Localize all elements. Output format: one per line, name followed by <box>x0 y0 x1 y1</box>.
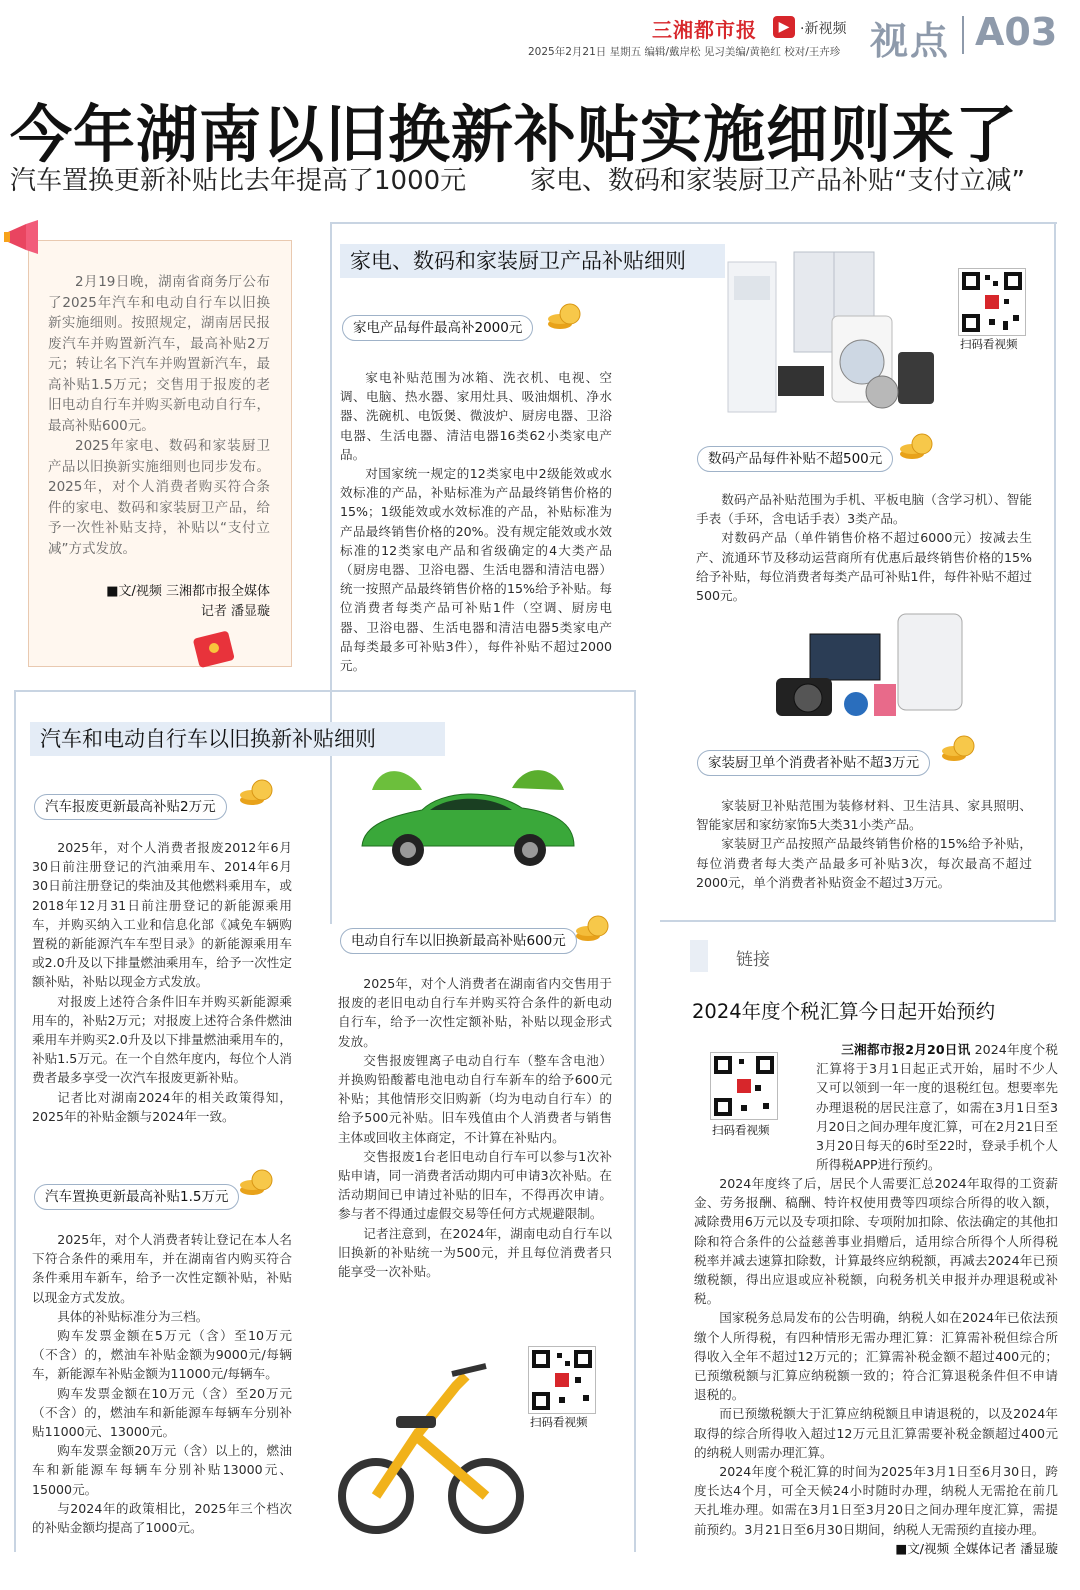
paragraph: 数码产品补贴范围为手机、平板电脑（含学习机）、智能手表（手环，含电话手表）3类产品。 <box>696 492 1032 527</box>
qr-code-icon <box>528 1346 596 1414</box>
appliance-frame-bottom <box>660 920 1056 922</box>
digital-body <box>696 490 1032 605</box>
paragraph: 家装厨卫补贴范围为装修材料、卫生洁具、家具照明、智能家居和家纺家饰5大类31小类产品。 <box>696 798 1032 833</box>
paragraph: 交售报废锂离子电动自行车（整车含电池）并换购铅酸蓄电池电动自行车新车的给予600元补贴；其他情形交旧购新（均为电动自行车）的给予500元补贴。旧车残值由个人消费者与销售主体或回收主体商定，不计算在补贴内。 <box>338 1052 612 1145</box>
video-logo-icon: ▶ <box>773 16 795 38</box>
coins-icon <box>238 1166 274 1196</box>
qr-label: 扫码看视频 <box>530 1415 588 1429</box>
paragraph: 2025年，对个人消费者报废2012年6月30日前注册登记的汽油乘用车、2014年6月30日前注册登记的柴油及其他燃料乘用车，或2018年12月31日前注册登记的新能源乘用车，并购买纳入工业和信息化部《减免车辆购置税的新能源汽车车型目录》的新能源乘用车或2.0升及以下排量燃油乘用车，给予一次性定额补贴，补贴以现金方式发放。 <box>32 840 292 990</box>
byline-line2: 记者 潘显璇 <box>200 604 270 619</box>
intro-byline <box>48 582 270 622</box>
paragraph: 家装厨卫产品按照产品最终销售价格的15%给予补贴，每位消费者每大类产品最多可补贴3次，每次最高不超过2000元，单个消费者补贴资金不超过3万元。 <box>696 836 1032 890</box>
subheadline-left: 汽车置换更新补贴比去年提高了1000元 <box>10 166 467 196</box>
coins-icon <box>940 732 976 762</box>
appliance-tag: 数码产品每件补贴不超500元 <box>697 446 893 472</box>
paragraph: 家电补贴范围为冰箱、洗衣机、电视、空调、电脑、热水器、家用灶具、吸油烟机、净水器、洗碗机、电饭煲、微波炉、厨房电器、卫浴电器、生活电器、清洁电器16类62小类家电产品。 <box>340 370 612 462</box>
paragraph: 具体的补贴标准分为三档。 <box>57 1308 209 1324</box>
car-section-title: 汽车和电动自行车以旧换新补贴细则 <box>30 722 445 756</box>
intro-paragraph: 2月19日晚，湖南省商务厅公布了2025年汽车和电动自行车以旧换新实施细则。按照规定，湖南居民报废汽车并购置新汽车，最高补贴2万元；转让名下汽车并购置新汽车，最高补贴1.5万元；交售用于报废的老旧电动自行车并购买新电动自行车，最高补贴600元。 <box>48 274 270 434</box>
tax-first-paragraph: 2024年度个税汇算将于3月1日起正式开始，届时不少人又可以领到一年一度的退税红包。想要率先办理退税的居民注意了，如需在3月1日至3月20日之间办理年度汇算，可在2月21日至3月20日每天的6时至22时，登录手机个人所得税APP进行预约。 <box>816 1042 1058 1173</box>
tax-lead-body <box>816 1040 1058 1174</box>
appliances-illustration <box>722 246 944 421</box>
paragraph <box>816 1040 1058 1174</box>
paragraph: 购车发票金额20万元（含）以上的，燃油车和新能源车每辆车分别补贴13000元、15000元。 <box>32 1443 292 1497</box>
masthead-meta: 2025年2月21日 星期五 编辑/戴岸松 见习美编/黄艳红 校对/王卉珍 <box>528 46 841 58</box>
byline-line1: ■文/视频 三湘都市报全媒体 <box>106 584 270 599</box>
paragraph: 记者比对湖南2024年的相关政策得知，2025年的补贴金额与2024年一致。 <box>32 1089 292 1124</box>
paragraph: 2024年度终了后，居民个人需要汇总2024年取得的工资薪金、劳务报酬、稿酬、特许权使用费等四项综合所得的收入额，减除费用6万元以及专项扣除、专项附加扣除、依法确定的其他扣除和符合条件的公益慈善事业捐赠后，适用综合所得个人所得税税率并减去速算扣除数，计算最终应纳税额，再减去2024年已预缴税额，得出应退或应补税额，向税务机关申报并办理退税或补税。 <box>694 1176 1058 1307</box>
subheadline-right: 家电、数码和家装厨卫产品补贴“支付立减” <box>530 166 1025 196</box>
digital-products-illustration <box>770 608 970 724</box>
masthead-brand: 三湘都市报 <box>652 18 757 42</box>
link-label: 链接 <box>736 950 770 970</box>
appliance-body <box>340 368 612 675</box>
section-name: 视点 <box>870 19 951 63</box>
coins-icon <box>546 300 582 330</box>
paragraph: 2025年，对个人消费者转让登记在本人名下符合条件的乘用车，并在湖南省内购买符合条件乘用车新车，给予一次性定额补贴，补贴以现金方式发放。 <box>32 1232 292 1305</box>
paragraph: 购车发票金额在10万元（含）至20万元（不含）的，燃油车和新能源车每辆车分别补贴11000元、13000元。 <box>32 1385 292 1440</box>
paragraph: 2025年，对个人消费者在湖南省内交售用于报废的老旧电动自行车并购买符合条件的新电动自行车，给予一次性定额补贴，补贴以现金形式发放。 <box>338 976 612 1049</box>
paragraph: 国家税务总局发布的公告明确，纳税人如在2024年已依法预缴个人所得税，有四种情形无需办理汇算：汇算需补税但综合所得收入全年不超过12万元的；汇算需补税金额不超过400元的；已预缴税额与汇算应纳税额一致的；符合汇算退税条件但不申请退税的。 <box>694 1310 1058 1403</box>
headline: 今年湖南以旧换新补贴实施细则来了 <box>10 98 1019 171</box>
paragraph: 2024年度个税汇算的时间为2025年3月1日至6月30日，跨度长达4个月，可全天候24小时随时办理，纳税人无需抢在前几天扎堆办理。如需在3月1日至3月20日之间办理年度汇算，需提前预约。3月21日至6月30日期间，纳税人无需预约直接办理。 <box>694 1464 1058 1537</box>
qr-code-icon <box>958 268 1026 336</box>
paragraph: 购车发票金额在5万元（含）至10万元（不含）的，燃油车补贴金额为9000元/每辆车，新能源车补贴金额为11000元/每辆车。 <box>32 1328 292 1382</box>
appliance-frame-right <box>1054 222 1056 922</box>
tax-lead: 三湘都市报2月20日讯 <box>841 1042 971 1057</box>
coins-icon <box>898 430 934 460</box>
paragraph: 与2024年的政策相比，2025年三个档次的补贴金额均提高了1000元。 <box>32 1500 292 1536</box>
ebike-tag: 电动自行车以旧换新最高补贴600元 <box>340 928 577 954</box>
intro-paragraph: 2025年家电、数码和家装厨卫产品以旧换新实施细则也同步发布。2025年，对个人消费者购买符合条件的家电、数码和家装厨卫产品，给予一次性补贴支持，补贴以“支付立减”方式发放。 <box>48 438 270 557</box>
coins-icon <box>574 912 610 942</box>
appliance-tag: 家电产品每件最高补2000元 <box>342 315 533 341</box>
paragraph: 记者注意到，在2024年，湖南电动自行车以旧换新的补贴统一为500元，并且每位消费者只能享受一次补贴。 <box>338 1225 612 1280</box>
red-envelope-icon <box>190 630 240 670</box>
masthead-video: ·新视频 <box>800 21 847 37</box>
link-marker <box>690 940 708 972</box>
masthead-divider <box>962 16 964 54</box>
car-replace-body <box>32 1230 292 1537</box>
paragraph: 对数码产品（单件销售价格不超过6000元）按减去生产、流通环节及移动运营商所有优惠后最终销售价格的15%给予补贴，每位消费者每类产品可补贴1件，每件补贴不超过500元。 <box>696 530 1032 604</box>
megaphone-icon <box>4 220 48 254</box>
paragraph: 对国家统一规定的12类家电中2级能效或水效标准的产品，补贴标准为产品最终销售价格的15%；1级能效或水效标准的产品，补贴标准为产品最终销售价格的20%。没有规定能效或水效标准的12类家电产品和省级确定的4大类产品（厨房电器、卫浴电器、生活电器和清洁电器）统一按照产品最终销售价格的15%给予补贴。每位消费者每类产品可补贴1件（空调、厨房电器、卫浴电器、生活电器和清洁电器5类家电产品每类最多可补贴3件），每件补贴不超过2000元。 <box>340 466 612 674</box>
tax-title: 2024年度个税汇算今日起开始预约 <box>692 1000 996 1023</box>
car-tag: 汽车置换更新最高补贴1.5万元 <box>34 1184 239 1210</box>
appliance-section-title: 家电、数码和家装厨卫产品补贴细则 <box>340 244 725 278</box>
home-body <box>696 796 1032 892</box>
intro-text <box>48 272 270 559</box>
paragraph: 而已预缴税额大于汇算应纳税额且申请退税的，以及2024年取得的综合所得收入超过12万元且汇算需要补税金额超过400元的纳税人则需办理汇算。 <box>694 1406 1058 1460</box>
tax-byline: ■文/视频 全媒体记者 潘显璇 <box>895 1540 1058 1556</box>
qr-label: 扫码看视频 <box>960 337 1018 351</box>
paragraph: 对报废上述符合条件旧车并购买新能源乘用车的，补贴2万元；对报废上述符合条件燃油乘用车并购买2.0升及以下排量燃油乘用车的，补贴1.5万元。在一个自然年度内，每位个人消费者最多享受一次汽车报废更新补贴。 <box>32 993 292 1086</box>
ebike-body <box>338 974 612 1281</box>
coins-icon <box>238 776 274 806</box>
qr-label: 扫码看视频 <box>712 1123 770 1137</box>
car-illustration <box>352 760 582 890</box>
car-tag: 汽车报废更新最高补贴2万元 <box>34 794 227 820</box>
car-scrap-body <box>32 838 292 1126</box>
appliance-tag: 家装厨卫单个消费者补贴不超3万元 <box>697 750 930 776</box>
qr-code-icon <box>710 1052 778 1120</box>
paragraph: 交售报废1台老旧电动自行车可以参与1次补贴申请，同一消费者活动期内可申请3次补贴。在活动期间已申请过补贴的旧车，不得再次申请。参与者不得通过虚假交易等任何方式规避限制。 <box>338 1148 612 1222</box>
tax-body <box>694 1174 1058 1558</box>
ebike-illustration <box>336 1346 526 1542</box>
page-number: A03 <box>975 10 1058 54</box>
